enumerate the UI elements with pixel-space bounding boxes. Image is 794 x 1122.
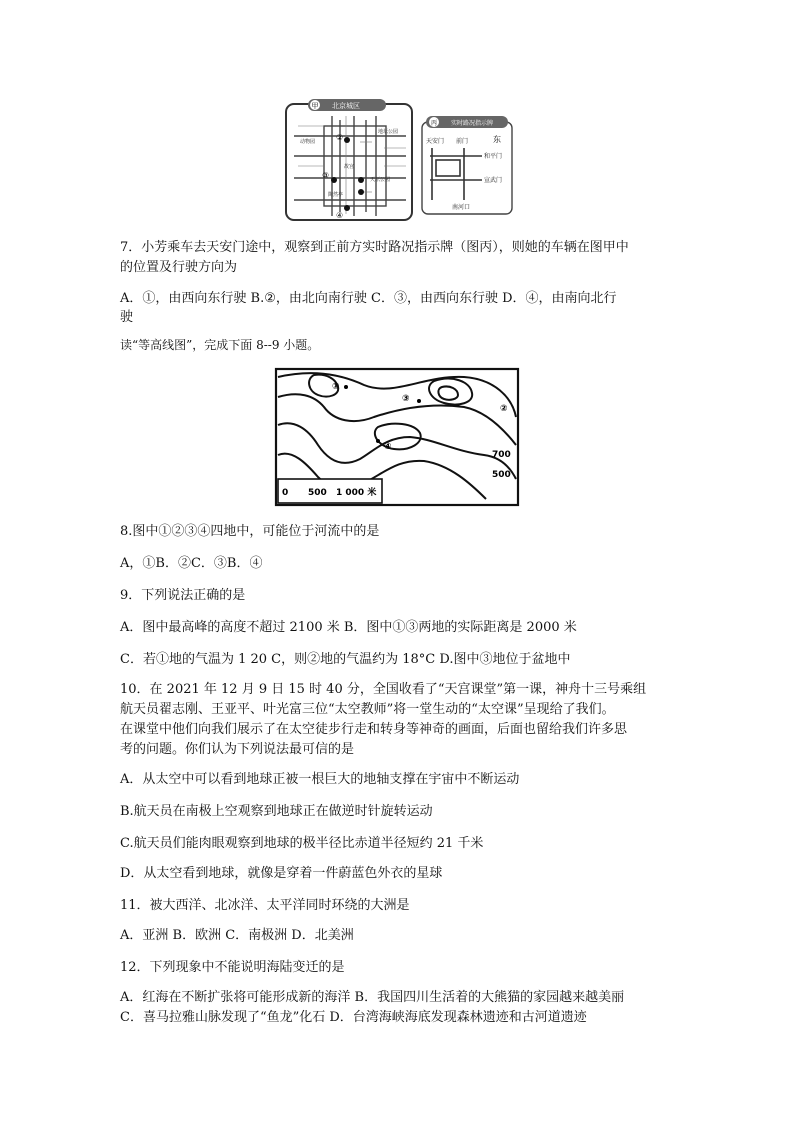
q8-stem: 8.图中①②③④四地中，可能位于河流中的是 bbox=[120, 524, 380, 539]
contour-point-1: ① bbox=[332, 382, 340, 392]
contour-point-2: ② bbox=[500, 404, 508, 414]
marker-4: ④ bbox=[336, 211, 344, 220]
q12-options-cd: C．喜马拉雅山脉发现了“鱼龙”化石 D．台湾海峡海底发现森林遗迹和古河道遗迹 bbox=[120, 1010, 587, 1025]
label-palace: 故宫 bbox=[344, 164, 355, 170]
panel-a-badge: 甲 bbox=[311, 102, 319, 110]
contour-700: 700 bbox=[492, 450, 511, 460]
q11-options: A．亚洲 B．欧洲 C．南极洲 D．北美洲 bbox=[120, 928, 354, 943]
scale-zero: 0 bbox=[282, 488, 289, 498]
q10-stem-1: 10．在 2021 年 12 月 9 日 15 时 40 分，全国收看了“天宫课堂”第一课，神舟十三号乘组 bbox=[120, 682, 647, 697]
q10-option-b: B.航天员在南极上空观察到地球正在做逆时针旋转运动 bbox=[120, 804, 433, 819]
label-zoo: 动物园 bbox=[300, 139, 316, 145]
q10-option-a: A．从太空中可以看到地球正被一根巨大的地轴支撑在宇宙中不断运动 bbox=[120, 772, 520, 787]
q7-stem: 7．小芳乘车去天安门途中，观察到正前方实时路况指示牌（图丙），则她的车辆在图甲中 bbox=[120, 240, 629, 255]
q8-options: A，①B．②C．③B．④ bbox=[120, 556, 263, 571]
q12-options-ab: A．红海在不断扩张将可能形成新的海洋 B．我国四川生活着的大熊猫的家园越来越美丽 bbox=[120, 990, 625, 1005]
section-intro: 读“等高线图”，完成下面 8--9 小题。 bbox=[120, 338, 320, 352]
figure-map-and-sign bbox=[284, 96, 516, 224]
sign-label-xuanwumen: 宣武门 bbox=[484, 177, 503, 184]
panel-b-title: 实时路况指示牌 bbox=[450, 120, 494, 127]
sign-label-hepingmen: 和平门 bbox=[484, 153, 503, 160]
label-ditan: 地坛公园 bbox=[378, 129, 399, 135]
q10-stem-4: 考的问题。你们认为下列说法最可信的是 bbox=[120, 742, 355, 757]
q10-stem-2: 航天员翟志刚、王亚平、叶光富三位“太空教师”将一堂生动的“太空课”呈现给了我们。 bbox=[120, 702, 615, 717]
road-sign-panel bbox=[422, 116, 512, 214]
q9-stem: 9．下列说法正确的是 bbox=[120, 588, 246, 603]
label-taoranting: 陶然亭 bbox=[328, 192, 344, 198]
sign-label-qianmen: 前门 bbox=[456, 138, 469, 145]
panel-a-title: 北京城区 bbox=[332, 102, 360, 110]
q12-stem: 12．下列现象中不能说明海陆变迁的是 bbox=[120, 960, 345, 975]
marker-3: ③ bbox=[322, 171, 330, 180]
q10-stem-3: 在课堂中他们向我们展示了在太空徒步行走和转身等神奇的画面，后面也留给我们许多思 bbox=[120, 722, 628, 737]
q10-option-d: D．从太空看到地球，就像是穿着一件蔚蓝色外衣的星球 bbox=[120, 866, 443, 881]
marker-1: ② bbox=[336, 133, 344, 142]
label-temple: 天坛公园 bbox=[370, 177, 391, 183]
q7-options: A．①，由西向东行驶 B.②，由北向南行驶 C．③，由西向东行驶 D．④，由南向北行 bbox=[120, 291, 617, 306]
panel-b-badge: 丙 bbox=[430, 120, 438, 127]
q7-options-cont: 驶 bbox=[120, 310, 134, 325]
q11-stem: 11．被大西洋、北冰洋、太平洋同时环绕的大洲是 bbox=[120, 898, 410, 913]
sign-label-tiananmen: 天安门 bbox=[426, 138, 445, 145]
q10-option-c: C.航天员们能肉眼观察到地球的极半径比赤道半径短约 21 千米 bbox=[120, 836, 484, 851]
north-label: 东 bbox=[493, 135, 501, 144]
q9-options-ab: A．图中最高峰的高度不超过 2100 米 B．图中①③两地的实际距离是 2000 米 bbox=[120, 620, 577, 635]
contour-point-3: ③ bbox=[402, 394, 410, 404]
beijing-map-panel bbox=[286, 99, 412, 220]
scale-500: 500 bbox=[308, 488, 327, 498]
contour-map bbox=[274, 367, 520, 507]
contour-point-4: ④ bbox=[384, 442, 392, 452]
q7-stem-cont: 的位置及行驶方向为 bbox=[120, 260, 238, 275]
q9-options-cd: C．若①地的气温为 1 20 C，则②地的气温约为 18°C D.图中③地位于盆地中 bbox=[120, 652, 571, 667]
scale-1000: 1 000 米 bbox=[336, 488, 377, 498]
contour-500: 500 bbox=[492, 470, 511, 480]
sign-label-bottom: 南河口 bbox=[452, 204, 471, 211]
